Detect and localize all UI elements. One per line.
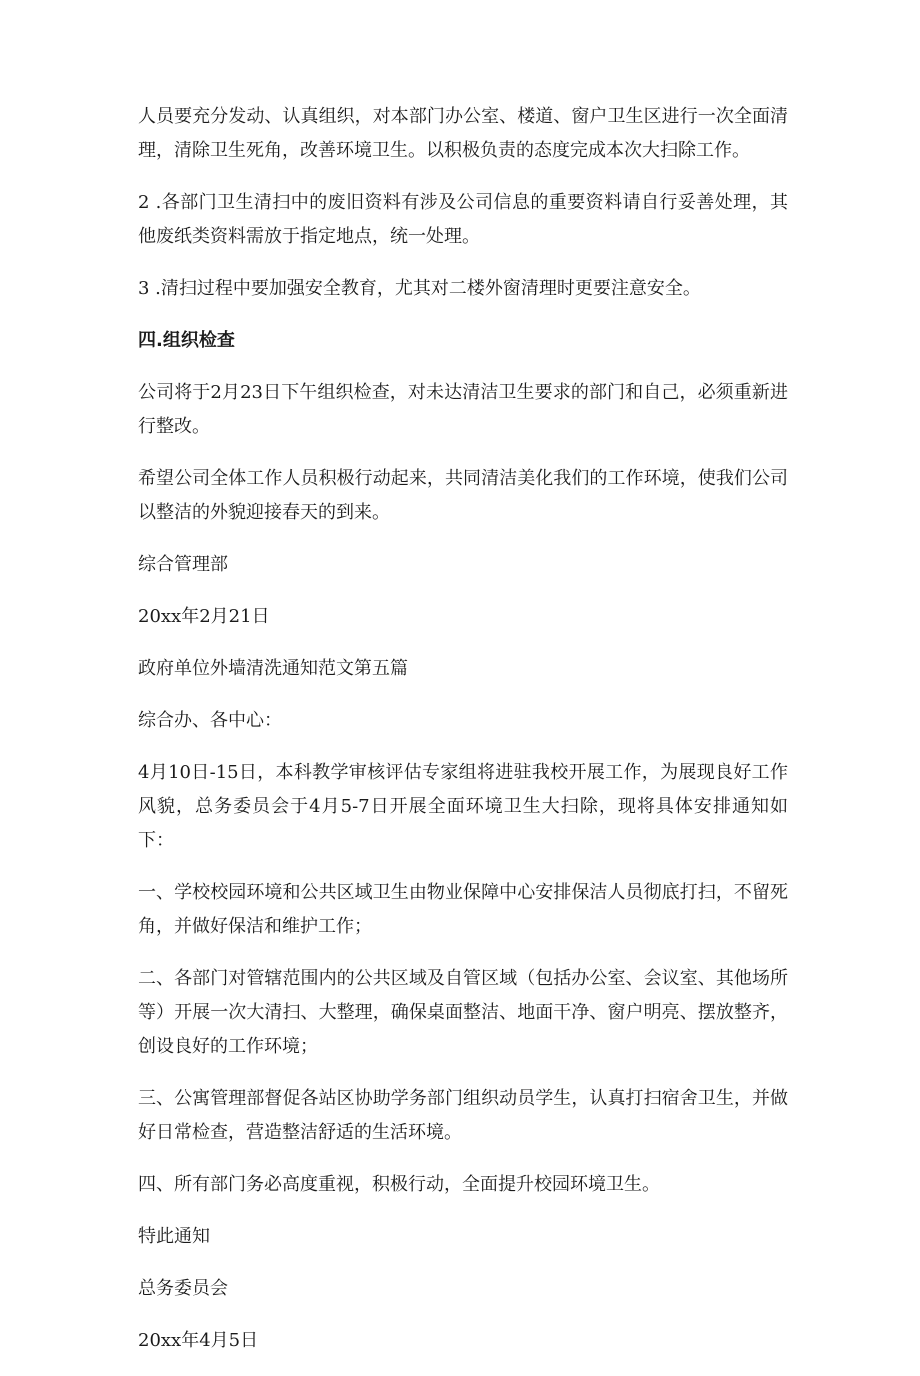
paragraph-item-3: 3 .清扫过程中要加强安全教育，尤其对二楼外窗清理时更要注意安全。 bbox=[138, 278, 701, 299]
signature-department-2: 总务委员会 bbox=[138, 1278, 228, 1299]
closing-notice: 特此通知 bbox=[138, 1226, 210, 1247]
list-item-3: 三、公寓管理部督促各站区协助学务部门组织动员学生，认真打扫宿舍卫生，并做好日常检查，营造整洁舒适的生活环境。 bbox=[138, 1088, 788, 1143]
section-heading-inspection: 四.组织检查 bbox=[138, 330, 235, 351]
list-item-4: 四、所有部门务必高度重视，积极行动，全面提升校园环境卫生。 bbox=[138, 1174, 660, 1195]
list-item-1: 一、学校校园环境和公共区域卫生由物业保障中心安排保洁人员彻底打扫，不留死角，并做好保洁和维护工作； bbox=[138, 882, 788, 937]
signature-department-1: 综合管理部 bbox=[138, 554, 228, 575]
paragraph-closing-hope: 希望公司全体工作人员积极行动起来，共同清洁美化我们的工作环境，使我们公司以整洁的外貌迎接春天的到来。 bbox=[138, 468, 788, 523]
signature-date-2: 20xx年4月5日 bbox=[138, 1330, 259, 1351]
paragraph-cleanup-organization: 人员要充分发动、认真组织，对本部门办公室、楼道、窗户卫生区进行一次全面清理，清除卫生死角，改善环境卫生。以积极负责的态度完成本次大扫除工作。 bbox=[138, 106, 788, 161]
article-title-5: 政府单位外墙清洗通知范文第五篇 bbox=[138, 658, 408, 679]
paragraph-inspection: 公司将于2月23日下午组织检查，对未达清洁卫生要求的部门和自己，必须重新进行整改。 bbox=[138, 382, 788, 437]
paragraph-item-2: 2 .各部门卫生清扫中的废旧资料有涉及公司信息的重要资料请自行妥善处理，其他废纸类资料需放于指定地点，统一处理。 bbox=[138, 192, 788, 247]
signature-date-1: 20xx年2月21日 bbox=[138, 606, 270, 627]
paragraph-intro: 4月10日-15日，本科教学审核评估专家组将进驻我校开展工作，为展现良好工作风貌，总务委员会于4月5-7日开展全面环境卫生大扫除，现将具体安排通知如下： bbox=[138, 762, 788, 851]
salutation: 综合办、各中心： bbox=[138, 710, 282, 731]
list-item-2: 二、各部门对管辖范围内的公共区域及自管区域（包括办公室、会议室、其他场所等）开展一次大清扫、大整理，确保桌面整洁、地面干净、窗户明亮、摆放整齐，创设良好的工作环境； bbox=[138, 968, 788, 1057]
document-page bbox=[138, 100, 788, 1376]
